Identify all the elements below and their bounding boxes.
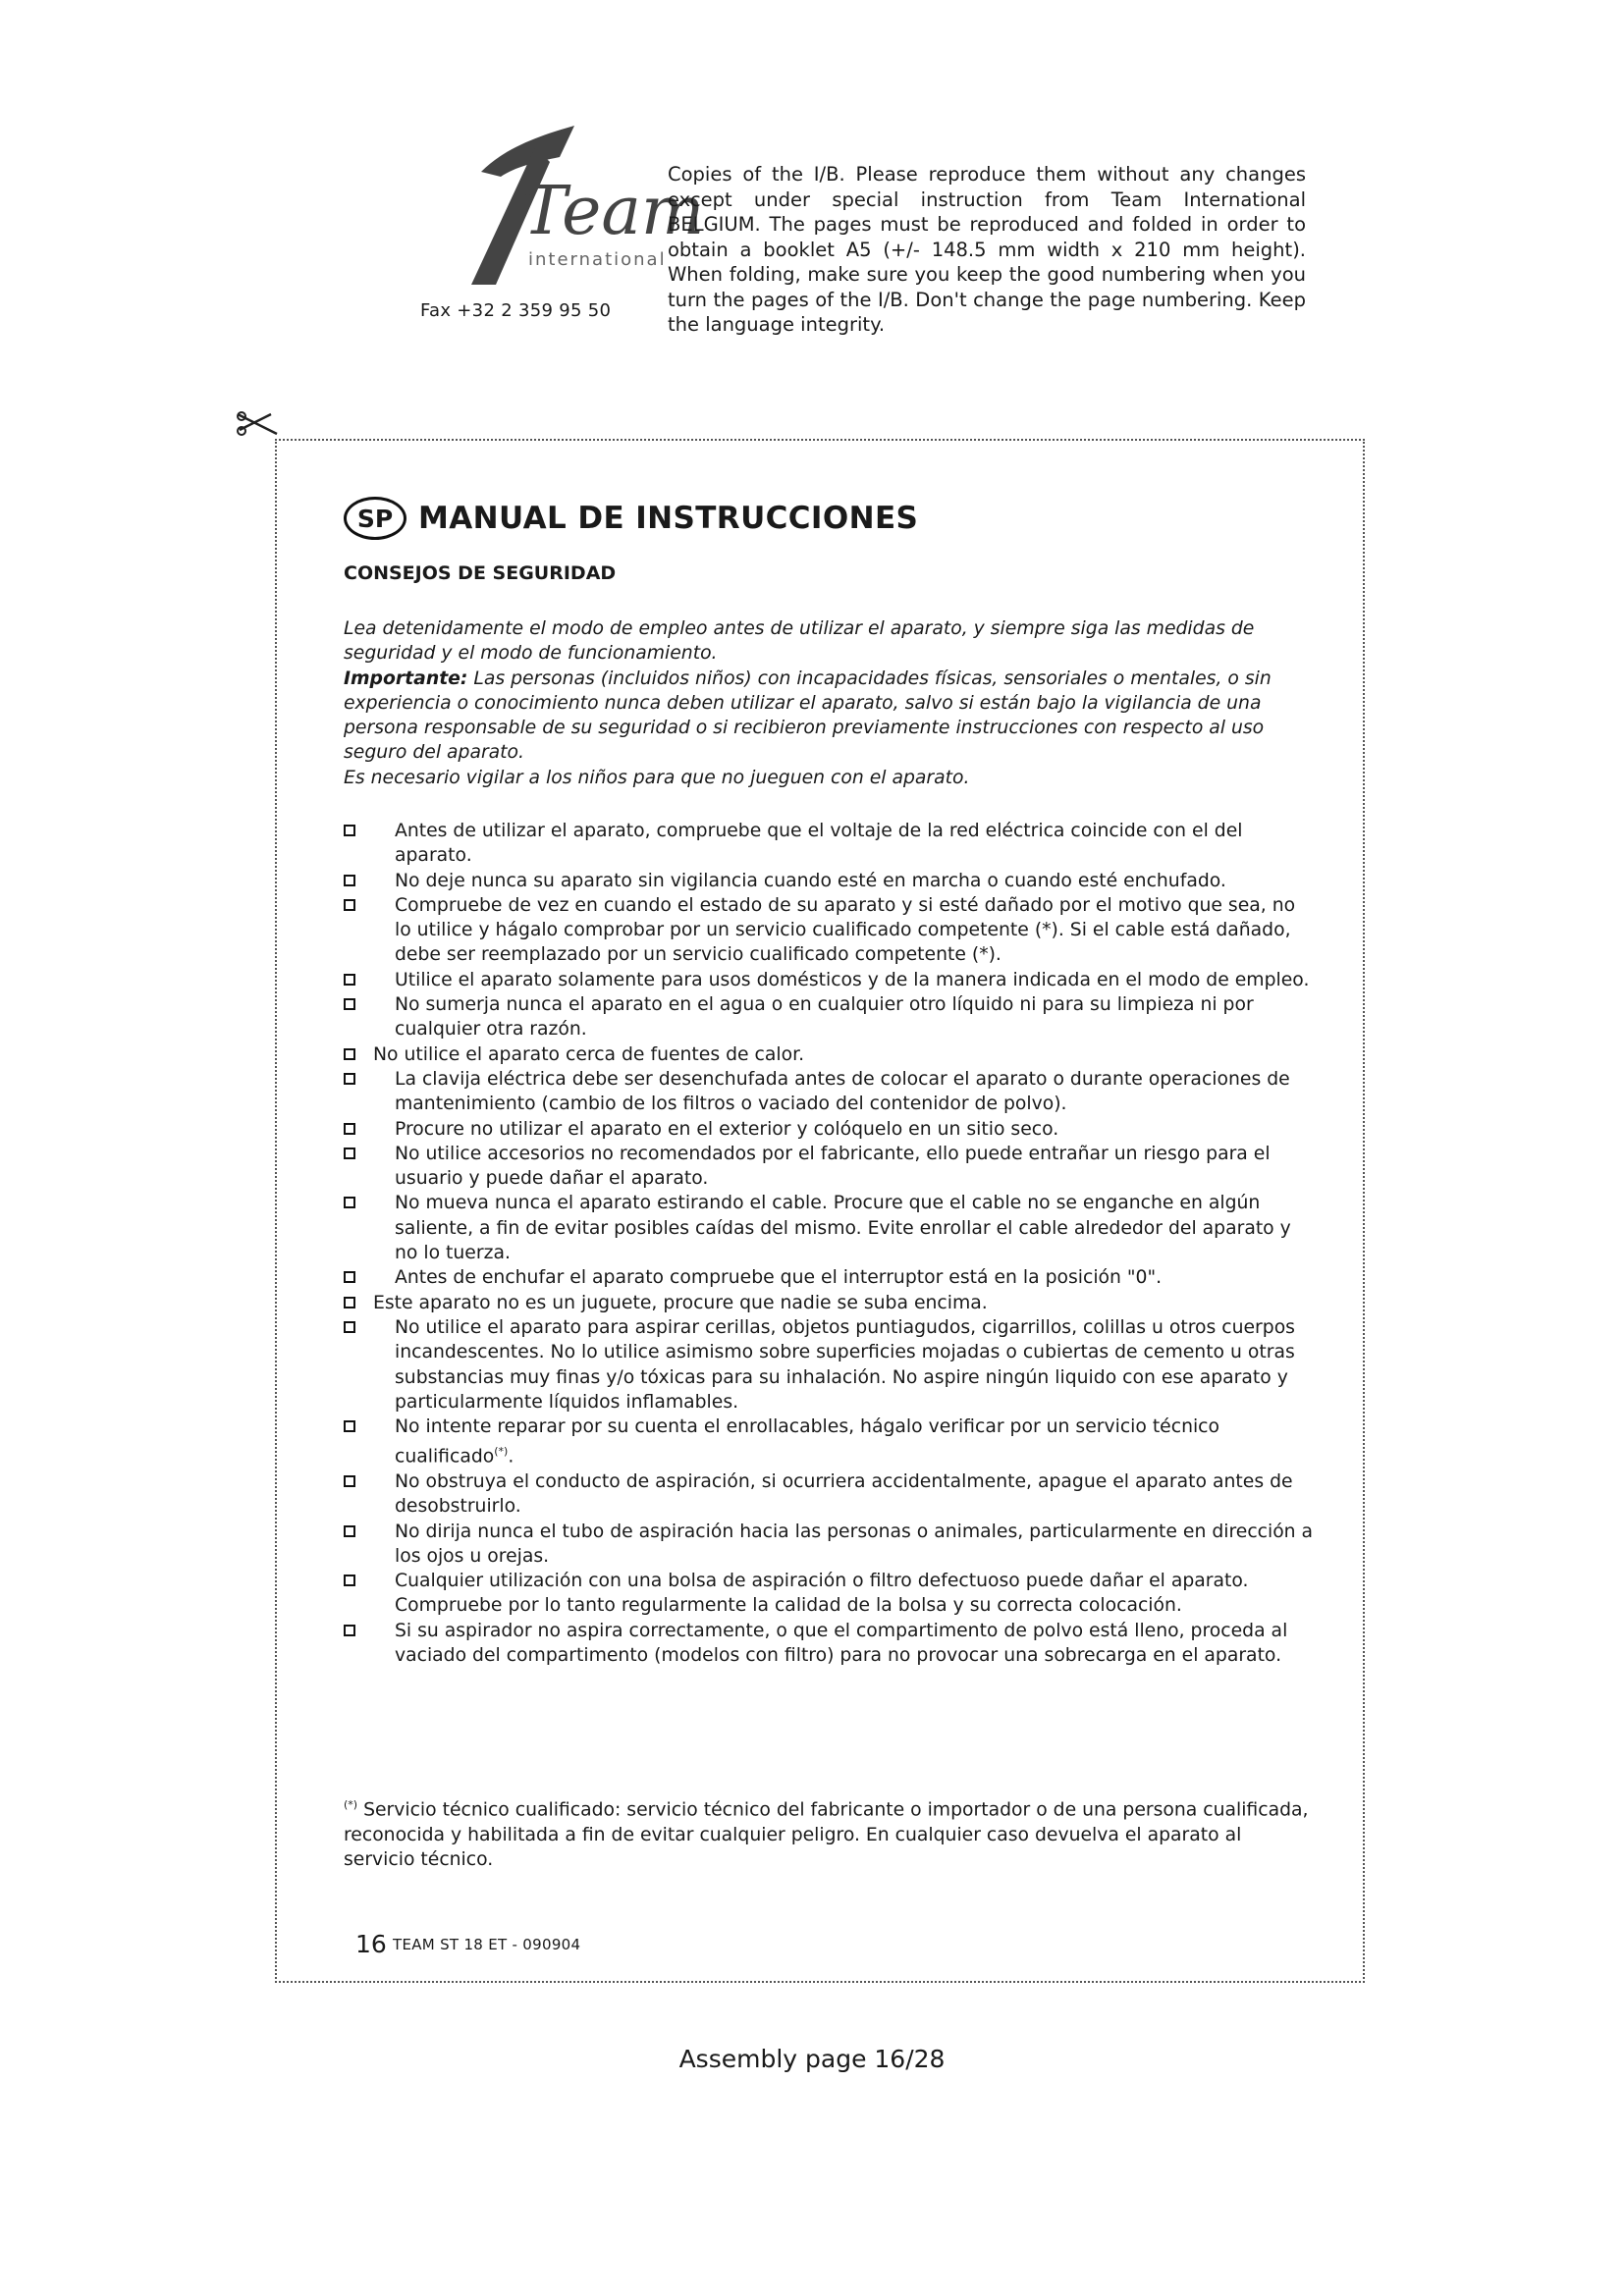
list-item: No mueva nunca el aparato estirando el cable. Procure que el cable no se enganche en algún saliente, a fin de evitar posibles caídas del mismo. Evite enrollar el cable alrededor del aparato y no lo tuerza. xyxy=(344,1191,1316,1265)
checkbox-bullet-icon xyxy=(344,1625,355,1636)
list-item: No deje nunca su aparato sin vigilancia cuando esté en marcha o cuando esté enchufado. xyxy=(344,869,1316,893)
list-item: Si su aspirador no aspira correctamente, o que el compartimento de polvo está lleno, proceda al vaciado del compartimento (modelos con filtro) para no provocar una sobrecarga en el aparato. xyxy=(344,1619,1316,1669)
checkbox-bullet-icon xyxy=(344,1575,355,1586)
footnote-text: Servicio técnico cualificado: servicio técnico del fabricante o importador o de una persona cualificada, reconocida y habilitada a fin de evitar cualquier peligro. En cualquier caso devuelva el aparato al servicio técnico. xyxy=(344,1799,1309,1870)
checkbox-bullet-icon xyxy=(344,1271,355,1283)
page-title xyxy=(344,491,918,546)
logo-wordmark: Team xyxy=(522,173,705,250)
footnote-marker: (*) xyxy=(494,1445,509,1459)
logo-subtext: international xyxy=(528,249,667,270)
scissors-icon xyxy=(234,404,279,444)
fax-number: Fax +32 2 359 95 50 xyxy=(420,300,612,321)
title-text: MANUAL DE INSTRUCCIONES xyxy=(418,501,919,536)
list-item: Cualquier utilización con una bolsa de aspiración o filtro defectuoso puede dañar el aparato. Compruebe por lo tanto regularmente la calidad de la bolsa y su correcta colocación. xyxy=(344,1569,1316,1619)
list-item: No obstruya el conducto de aspiración, si ocurriera accidentalmente, apague el aparato antes de desobstruirlo. xyxy=(344,1469,1316,1520)
checkbox-bullet-icon xyxy=(344,875,355,886)
list-item: No utilice el aparato cerca de fuentes de calor. xyxy=(344,1042,1316,1067)
intro-paragraph: Lea detenidamente el modo de empleo antes de utilizar el aparato, y siempre siga las medidas de seguridad y el modo de funcionamiento. xyxy=(344,618,1255,665)
checkbox-bullet-icon xyxy=(344,1475,355,1487)
reproduction-note: Copies of the I/B. Please reproduce them without any changes except under special instruction from Team International BELGIUM. The pages must be reproduced and folded in order to obtain a booklet A5 (+/- 148.5 mm width x 210 mm height). When folding, make sure you keep the good numbering when you turn the pages of the I/B. Don't change the page numbering. Keep the language integrity. xyxy=(668,163,1306,336)
language-badge: SP xyxy=(344,497,406,540)
list-item: Procure no utilizar el aparato en el exterior y colóquelo en un sitio seco. xyxy=(344,1117,1316,1142)
list-item: No utilice accesorios no recomendados por el fabricante, ello puede entrañar un riesgo para el usuario y puede dañar el aparato. xyxy=(344,1142,1316,1192)
list-item: Compruebe de vez en cuando el estado de su aparato y si esté dañado por el motivo que sea, no lo utilice y hágalo comprobar por un servicio cualificado competente (*). Si el cable está dañado, debe ser reemplazado por un servicio cualificado competente (*). xyxy=(344,893,1316,968)
important-paragraph xyxy=(344,667,1326,766)
checkbox-bullet-icon xyxy=(344,1123,355,1135)
checkbox-bullet-icon xyxy=(344,825,355,836)
safety-rules-list xyxy=(344,819,1316,1668)
checkbox-bullet-icon xyxy=(344,1073,355,1085)
checkbox-bullet-icon xyxy=(344,899,355,911)
document-code: TEAM ST 18 ET - 090904 xyxy=(393,1936,581,1953)
footnote-marker: (*) xyxy=(344,1798,358,1811)
list-item: Utilice el aparato solamente para usos domésticos y de la manera indicada en el modo de empleo. xyxy=(344,968,1316,992)
list-item: Este aparato no es un juguete, procure que nadie se suba encima. xyxy=(344,1291,1316,1315)
list-item: Antes de enchufar el aparato compruebe que el interruptor está en la posición "0". xyxy=(344,1265,1316,1290)
children-warning: Es necesario vigilar a los niños para que no jueguen con el aparato. xyxy=(344,767,970,788)
list-item: No intente reparar por su cuenta el enrollacables, hágalo verificar por un servicio técnico cualificado(*). xyxy=(344,1415,1316,1469)
important-text: Las personas (incluidos niños) con incapacidades físicas, sensoriales o mentales, o sin experiencia o conocimiento nunca deben utilizar el aparato, salvo si están bajo la vigilancia de una persona responsable de su seguridad o si recibieron previamente instrucciones con respecto al uso seguro del aparato. xyxy=(344,667,1272,764)
team-international-logo xyxy=(412,118,705,294)
checkbox-bullet-icon xyxy=(344,1148,355,1159)
list-item: No sumerja nunca el aparato en el agua o en cualquier otro líquido ni para su limpieza ni por cualquier otra razón. xyxy=(344,992,1316,1042)
checkbox-bullet-icon xyxy=(344,1420,355,1432)
intro-paragraphs xyxy=(344,616,1326,790)
list-item: No dirija nunca el tubo de aspiración hacia las personas o animales, particularmente en dirección a los ojos u orejas. xyxy=(344,1520,1316,1570)
important-label: Importante: xyxy=(344,667,468,689)
checkbox-bullet-icon xyxy=(344,1525,355,1537)
checkbox-bullet-icon xyxy=(344,1321,355,1333)
footnote xyxy=(344,1792,1316,1872)
checkbox-bullet-icon xyxy=(344,998,355,1010)
list-item: Antes de utilizar el aparato, compruebe que el voltaje de la red eléctrica coincide con el del aparato. xyxy=(344,819,1316,869)
assembly-page-label: Assembly page 16/28 xyxy=(678,2045,946,2073)
checkbox-bullet-icon xyxy=(344,1048,355,1060)
page-number: 16 xyxy=(355,1930,387,1958)
checkbox-bullet-icon xyxy=(344,1297,355,1308)
list-item: No utilice el aparato para aspirar cerillas, objetos puntiagudos, cigarrillos, colillas u otros cuerpos incandescentes. No lo utilice asimismo sobre superficies mojadas o cubiertas de cemento u otras substancias muy finas y/o tóxicas para su inhalación. No aspire ningún liquido con ese aparato y particularmente líquidos inflamables. xyxy=(344,1315,1316,1415)
list-item: La clavija eléctrica debe ser desenchufada antes de colocar el aparato o durante operaciones de mantenimiento (cambio de los filtros o vaciado del contenidor de polvo). xyxy=(344,1067,1316,1117)
checkbox-bullet-icon xyxy=(344,1197,355,1208)
checkbox-bullet-icon xyxy=(344,974,355,986)
section-heading: CONSEJOS DE SEGURIDAD xyxy=(344,562,617,584)
